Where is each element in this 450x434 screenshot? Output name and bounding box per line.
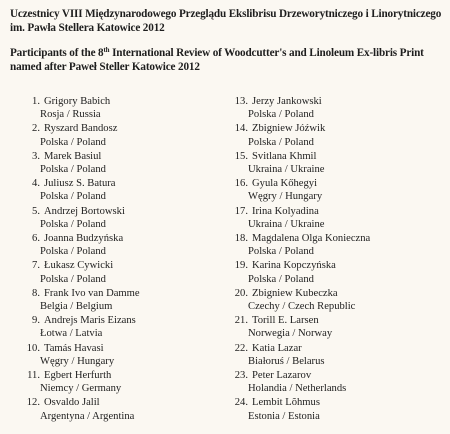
- participant-number: 5.: [32, 205, 40, 217]
- participant-country: Ukraina / Ukraine: [248, 218, 325, 230]
- participant-name-line: [24, 259, 234, 272]
- participant-number: 12.: [26, 397, 40, 409]
- participant-country: Estonia / Estonia: [248, 410, 320, 422]
- heading-english: [10, 46, 442, 74]
- participant-number: 18.: [234, 232, 248, 244]
- participant-number: 13.: [234, 96, 248, 107]
- participant-entry: [24, 122, 234, 149]
- participant-entry: [24, 287, 234, 314]
- participant-name-line: [232, 259, 442, 272]
- participant-entry: [24, 232, 234, 259]
- participant-number: 24.: [234, 397, 248, 409]
- participant-entry: [232, 314, 442, 341]
- participant-country: Holandia / Netherlands: [248, 383, 347, 395]
- participant-number: 11.: [27, 369, 40, 381]
- participant-number: 21.: [234, 315, 248, 327]
- participant-name: Juliusz S. Batura: [44, 178, 116, 190]
- participant-entry: [24, 314, 234, 341]
- participant-name-line: [232, 205, 442, 218]
- participant-entry: [24, 177, 234, 204]
- participant-name: Joanna Budzyńska: [44, 232, 124, 244]
- participant-number: 3.: [32, 150, 40, 162]
- heading-english-part1: Participants of the 8: [10, 47, 104, 59]
- participant-entry: [24, 342, 234, 369]
- participant-entry: [232, 287, 442, 314]
- participant-number: 16.: [234, 178, 248, 190]
- heading-polish: Uczestnicy VIII Międzynarodowego Przeglądu Ekslibrisu Drzeworytniczego i Linorytniczego im. Pawła Stellera Katowice 2012: [10, 8, 442, 34]
- participant-number: 8.: [32, 287, 40, 299]
- participant-number: 10.: [26, 342, 40, 354]
- participant-name: Frank Ivo van Damme: [44, 287, 140, 299]
- participant-name-line: [24, 205, 234, 218]
- participant-name: Zbigniew Jóźwik: [252, 123, 326, 135]
- heading-english-part2: International Review of Woodcutter's and Linoleum Ex-libris Print named after Paweł Steller Katowice 2012: [10, 47, 424, 73]
- participant-country: Belgia / Belgium: [40, 300, 113, 312]
- participant-name-line: [24, 369, 234, 382]
- participant-name-line: [232, 342, 442, 355]
- participant-name-line: [24, 177, 234, 190]
- participant-country: Polska / Poland: [248, 136, 314, 148]
- participant-entry: [24, 95, 234, 122]
- participant-name-line: [232, 122, 442, 135]
- participant-entry: [24, 369, 234, 396]
- participant-name-line: [232, 95, 442, 108]
- participant-name-line: [24, 314, 234, 327]
- participant-name-line: [24, 342, 234, 355]
- participant-number: 23.: [234, 369, 248, 381]
- participant-name-line: [24, 150, 234, 163]
- participant-country: Polska / Poland: [40, 246, 106, 258]
- participant-name: Tamás Havasi: [44, 342, 104, 354]
- participant-name-line: [24, 287, 234, 300]
- participant-entry: [232, 150, 442, 177]
- participant-number: 20.: [234, 287, 248, 299]
- participant-name: Svitlana Khmil: [252, 150, 317, 162]
- participant-name-line: [232, 314, 442, 327]
- participant-name-line: [232, 177, 442, 190]
- participant-name: Jerzy Jankowski: [252, 96, 322, 107]
- participant-country: Polska / Poland: [248, 109, 314, 121]
- heading-english-superscript: th: [103, 46, 110, 54]
- participant-number: 7.: [32, 260, 40, 272]
- participant-name-line: [24, 232, 234, 245]
- participant-entry: [232, 259, 442, 286]
- participant-name: Magdalena Olga Konieczna: [252, 232, 371, 244]
- participant-country: Polska / Poland: [40, 163, 106, 175]
- participant-country: Polska / Poland: [248, 246, 314, 258]
- participant-number: 15.: [234, 150, 248, 162]
- participant-country: Polska / Poland: [248, 273, 314, 285]
- participant-entry: [232, 342, 442, 369]
- participant-name-line: [24, 396, 234, 409]
- participant-name: Osvaldo Jalil: [44, 397, 100, 409]
- participant-name-line: [24, 95, 234, 108]
- participant-number: 9.: [32, 315, 40, 327]
- participant-name-line: [232, 396, 442, 409]
- participant-country: Ukraina / Ukraine: [248, 163, 325, 175]
- participant-name-line: [232, 369, 442, 382]
- participant-country: Czechy / Czech Republic: [248, 300, 356, 312]
- participant-name: Peter Lazarov: [252, 369, 312, 381]
- participant-entry: [24, 396, 234, 423]
- participant-name: Grigory Babich: [44, 96, 111, 107]
- participant-entry: [24, 150, 234, 177]
- participant-country: Norwegia / Norway: [248, 328, 333, 340]
- participant-country: Polska / Poland: [40, 273, 106, 285]
- participant-country: Polska / Poland: [40, 136, 106, 148]
- participant-entry: [232, 122, 442, 149]
- participant-entry: [232, 232, 442, 259]
- participant-entry: [232, 369, 442, 396]
- participant-country: Łotwa / Latvia: [40, 328, 103, 340]
- participant-number: 6.: [32, 232, 40, 244]
- participant-country: Polska / Poland: [40, 191, 106, 203]
- participant-country: Węgry / Hungary: [40, 355, 115, 367]
- participant-name: Andrejs Maris Eizans: [44, 315, 136, 327]
- participant-name: Zbigniew Kubeczka: [252, 287, 338, 299]
- participant-number: 22.: [234, 342, 248, 354]
- participant-name: Łukasz Cywicki: [44, 260, 114, 272]
- participants-list-right: [232, 95, 442, 424]
- participant-country: Polska / Poland: [40, 218, 106, 230]
- participant-entry: [232, 396, 442, 423]
- participant-name: Irina Kolyadina: [252, 205, 319, 217]
- participant-name-line: [232, 150, 442, 163]
- participant-entry: [232, 95, 442, 122]
- participant-name: Torill E. Larsen: [252, 315, 319, 327]
- participant-country: Rosja / Russia: [40, 109, 101, 121]
- participant-number: 19.: [234, 260, 248, 272]
- participant-name: Karina Kopczyńska: [252, 260, 336, 272]
- participant-name: Katia Lazar: [252, 342, 302, 354]
- participant-entry: [232, 205, 442, 232]
- participant-country: Argentyna / Argentina: [40, 410, 135, 422]
- participant-country: Niemcy / Germany: [40, 383, 122, 395]
- participant-name: Andrzej Bortowski: [44, 205, 125, 217]
- participant-country: Węgry / Hungary: [248, 191, 323, 203]
- participant-number: 1.: [32, 96, 40, 107]
- participant-name: Marek Basiul: [44, 150, 102, 162]
- participant-number: 2.: [32, 123, 40, 135]
- participant-name: Egbert Herfurth: [44, 369, 112, 381]
- participant-name: Lembit Lõhmus: [252, 397, 320, 409]
- participant-entry: [24, 259, 234, 286]
- participants-list-left: [24, 95, 234, 424]
- participant-name: Gyula Kőhegyi: [252, 178, 318, 190]
- participant-entry: [232, 177, 442, 204]
- participant-country: Białoruś / Belarus: [248, 355, 325, 367]
- participant-name: Ryszard Bandosz: [44, 123, 118, 135]
- participant-name-line: [232, 287, 442, 300]
- participant-number: 4.: [32, 178, 40, 190]
- participant-name-line: [232, 232, 442, 245]
- participant-number: 17.: [234, 205, 248, 217]
- participant-number: 14.: [234, 123, 248, 135]
- participant-entry: [24, 205, 234, 232]
- participant-name-line: [24, 122, 234, 135]
